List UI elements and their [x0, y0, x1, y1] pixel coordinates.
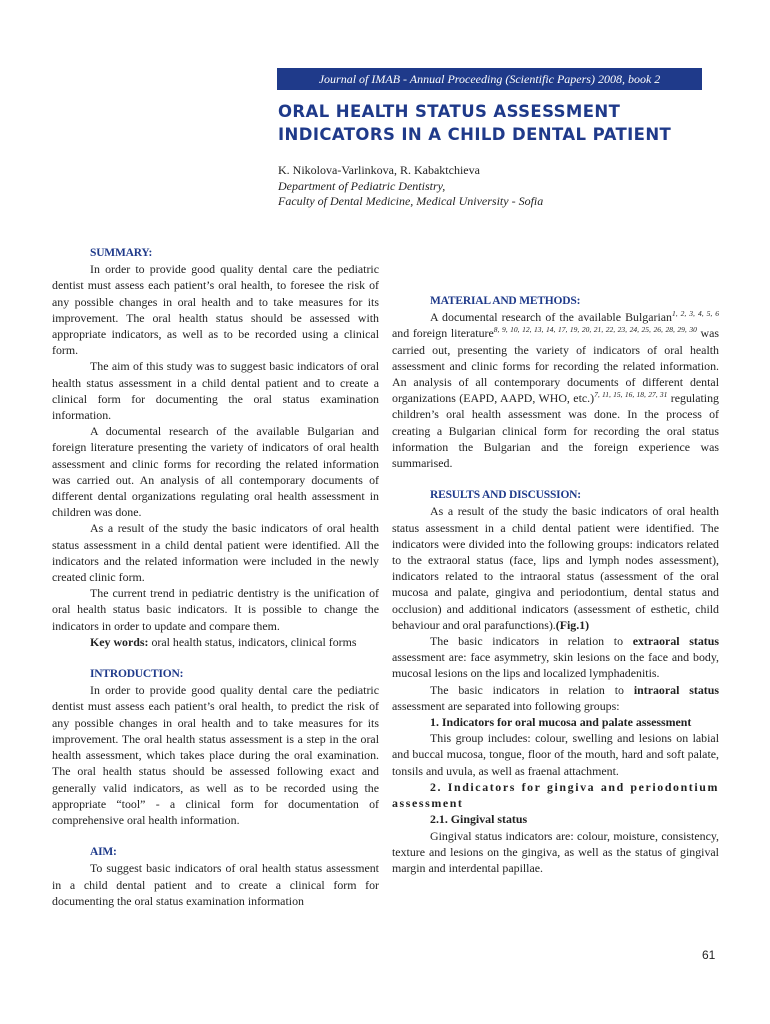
journal-title: Journal of IMAB - Annual Proceeding (Scientific Papers) 2008, book 2	[318, 71, 661, 86]
methods-text: A documental research of the available Bulgarian	[430, 310, 672, 325]
left-column	[52, 245, 379, 909]
results-text: assessment are separated into following groups:	[392, 698, 620, 713]
methods-paragraph	[392, 309, 719, 471]
author-department: Department of Pediatric Dentistry,	[278, 178, 446, 193]
subheading-gingival-status: 2.1. Gingival status	[430, 812, 528, 827]
citation-organizations: 7, 11, 15, 16, 18, 27, 31	[594, 390, 668, 400]
aim-paragraph: To suggest basic indicators of oral health status assessment in a child dental patient and to create a clinical form for documenting the oral status examination information	[52, 861, 379, 908]
keywords-text: oral health status, indicators, clinical forms	[148, 634, 357, 649]
summary-paragraph: A documental research of the available Bulgarian and foreign literature presenting the variety of indicators of oral health assessment and clinic forms for recording the related information was carried out. An analysis of all contemporary documents of different dental organizations regulating oral health assessment in children was done.	[52, 424, 379, 520]
aim-heading: AIM:	[90, 846, 117, 859]
results-paragraph: Gingival status indicators are: colour, moisture, consistency, texture and lesions on the gingiva, as well as the status of gingival margin and interdental papillae.	[392, 828, 719, 875]
results-text: As a result of the study the basic indicators of oral health status assessment in a child dental patient were identified. The indicators were divided into the following groups: indicators related to the extraoral status (face, lips and lymph nodes assessment), indicators related to the intraoral status (assessment of the oral mucosa and palate, gingiva and periodontium, dental status and occlusion) and additional indicators (assessment of esthetic, child behaviour and oral parafunctions).	[392, 504, 719, 632]
summary-heading: SUMMARY:	[90, 247, 153, 259]
keywords-label: Key words:	[90, 634, 149, 649]
citation-foreign: 8, 9, 10, 12, 13, 14, 17, 19, 20, 21, 22, 23, 24, 25, 26, 28, 29, 30	[493, 325, 697, 335]
author-block	[278, 163, 718, 210]
results-text: The basic indicators in relation to	[430, 634, 633, 649]
author-faculty: Faculty of Dental Medicine, Medical University - Sofia	[278, 194, 544, 208]
extraoral-term: extraoral status	[632, 634, 719, 649]
keywords	[52, 634, 379, 650]
citation-bulgarian: 1, 2, 3, 4, 5, 6	[671, 309, 719, 319]
methods-heading: MATERIAL AND METHODS:	[430, 295, 581, 307]
methods-text: regulating children’s oral health assessment was done. In the process of creating a Bulgarian clinical form for recording the oral status information the Bulgarian and the foreign experience was summarised.	[392, 391, 720, 471]
results-paragraph	[392, 503, 719, 633]
page-number: 61	[702, 948, 716, 962]
results-text: assessment are: face asymmetry, skin lesions on the face and body, mucosal lesions on the lips and localized lymphadenitis.	[392, 650, 719, 681]
introduction-heading: INTRODUCTION:	[90, 668, 184, 681]
summary-paragraph: The aim of this study was to suggest basic indicators of oral health status assessment in a child dental patient and to create a clinical form for documenting the oral status examination information.	[52, 359, 379, 423]
right-column	[392, 245, 719, 876]
methods-text: and foreign literature	[392, 326, 494, 341]
methods-text: was carried out, presenting the variety of indicators of oral health assessment and clinic forms for recording the related information. An analysis of all contemporary documents of different dental organizations (EAPD, AAPD, WHO, etc.)	[392, 326, 720, 406]
article-title: ORAL HEALTH STATUS ASSESSMENT INDICATORS IN A CHILD DENTAL PATIENT	[278, 102, 672, 144]
subheading-oral-mucosa: 1. Indicators for oral mucosa and palate assessment	[430, 715, 692, 730]
results-heading: RESULTS AND DISCUSSION:	[430, 489, 581, 502]
journal-banner	[277, 68, 702, 90]
introduction-paragraph: In order to provide good quality dental care the pediatric dentist must assess each patient’s oral health, to predict the risk of any possible changes in oral health and to take measures for its improvement. The oral health status assessment is a step in the oral health assessment, which takes place during the oral examination. The oral health status should be assessed following exact and generally valid indicators, as well as to be recorded using the appropriate “tool” - a clinical form for documentation of comprehensive oral health information.	[52, 683, 379, 827]
summary-paragraph: As a result of the study the basic indicators of oral health status assessment in a child dental patient were identified. All the indicators and the related information were included in the newly created clinic form.	[52, 521, 379, 585]
summary-paragraph: The current trend in pediatric dentistry is the unification of oral health status basic indicators. It is possible to change the indicators in order to update and compare them.	[52, 586, 379, 633]
results-paragraph	[392, 682, 719, 714]
results-paragraph	[392, 633, 719, 682]
author-names: K. Nikolova-Varlinkova, R. Kabaktchieva	[278, 163, 480, 177]
figure-reference: (Fig.1)	[555, 617, 590, 632]
intraoral-term: intraoral status	[633, 682, 719, 697]
summary-paragraph: In order to provide good quality dental care the pediatric dentist must assess each patient’s oral health, to foresee the risk of any possible changes in oral health and to take measures for its improvement. The oral health status should be assessed with appropriate indicators, as well as to be recorded using a clinical form.	[52, 262, 379, 358]
subheading-gingiva: 2. Indicators for gingiva and periodontium assessment	[392, 779, 719, 811]
results-text: The basic indicators in relation to	[430, 682, 634, 697]
results-paragraph: This group includes: colour, swelling and lesions on labial and buccal mucosa, tongue, floor of the mouth, hard and soft palate, tonsils and uvula, as well as fraenal attachment.	[392, 731, 719, 778]
